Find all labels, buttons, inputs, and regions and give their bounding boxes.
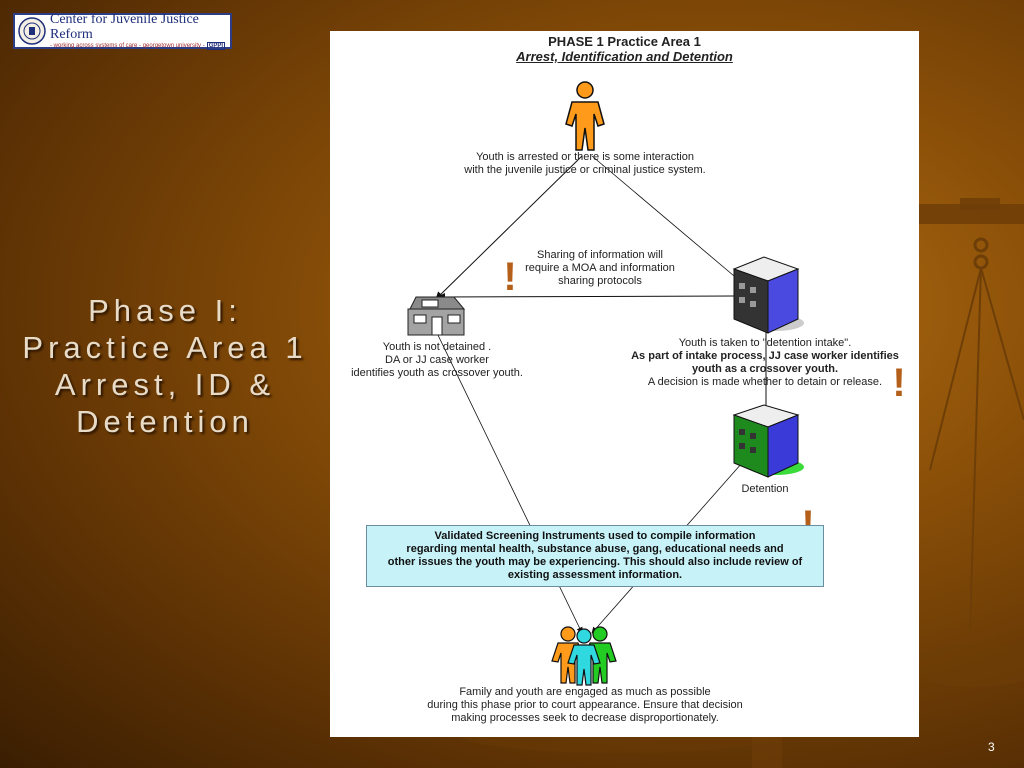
intake-text: Youth is taken to "detention intake". As part of intake process, JJ case worker identifies youth as a crossover youth. A decision is made whether to detain or release. <box>631 337 899 388</box>
slide-title-line: Arrest, ID & <box>54 367 276 402</box>
slide-title <box>10 292 320 440</box>
page-number: 3 <box>988 740 995 754</box>
not-detained-text: Youth is not detained . DA or JJ case worker identifies youth as crossover youth. <box>351 341 523 379</box>
logo-title: Center for Juvenile Justice Reform <box>50 11 199 42</box>
connector-line <box>438 296 735 297</box>
arrested-youth-icon <box>562 80 608 154</box>
georgetown-seal-icon <box>18 17 46 45</box>
screening-box: Validated Screening Instruments used to compile information regarding mental health, substance abuse, gang, educational needs and other issues the youth may be experiencing. This should also include review of existing assessment information. <box>366 525 824 587</box>
detention-building-icon <box>730 403 806 483</box>
family-text: Family and youth are engaged as much as possible during this phase prior to court appearance. Ensure that decision making processes seek to decrease disproportionately. <box>427 686 743 724</box>
slide-title-line: Practice Area 1 <box>22 330 308 365</box>
diagram-subheading: Arrest, Identification and Detention <box>516 49 733 64</box>
intake-building-icon <box>730 255 806 335</box>
slide-title-line: Phase I: <box>88 293 242 328</box>
slide-title-line: Detention <box>76 404 254 439</box>
arrest-text: Youth is arrested or there is some interaction with the juvenile justice or criminal justice system. <box>464 151 706 176</box>
alert-icon: ! <box>892 361 906 405</box>
logo-subtitle: - working across systems of care - georgetown university - GPPI <box>50 42 224 49</box>
sharing-note: Sharing of information will require a MOA and information sharing protocols <box>525 249 675 287</box>
gppi-badge: GPPI <box>208 42 224 49</box>
family-group-icon <box>550 625 622 687</box>
diagram-heading: PHASE 1 Practice Area 1 <box>548 34 701 49</box>
flow-diagram-panel <box>330 31 919 737</box>
alert-icon: ! <box>503 255 517 299</box>
house-icon <box>402 295 468 337</box>
detention-label: Detention <box>741 483 789 495</box>
cjjr-logo <box>13 13 232 49</box>
